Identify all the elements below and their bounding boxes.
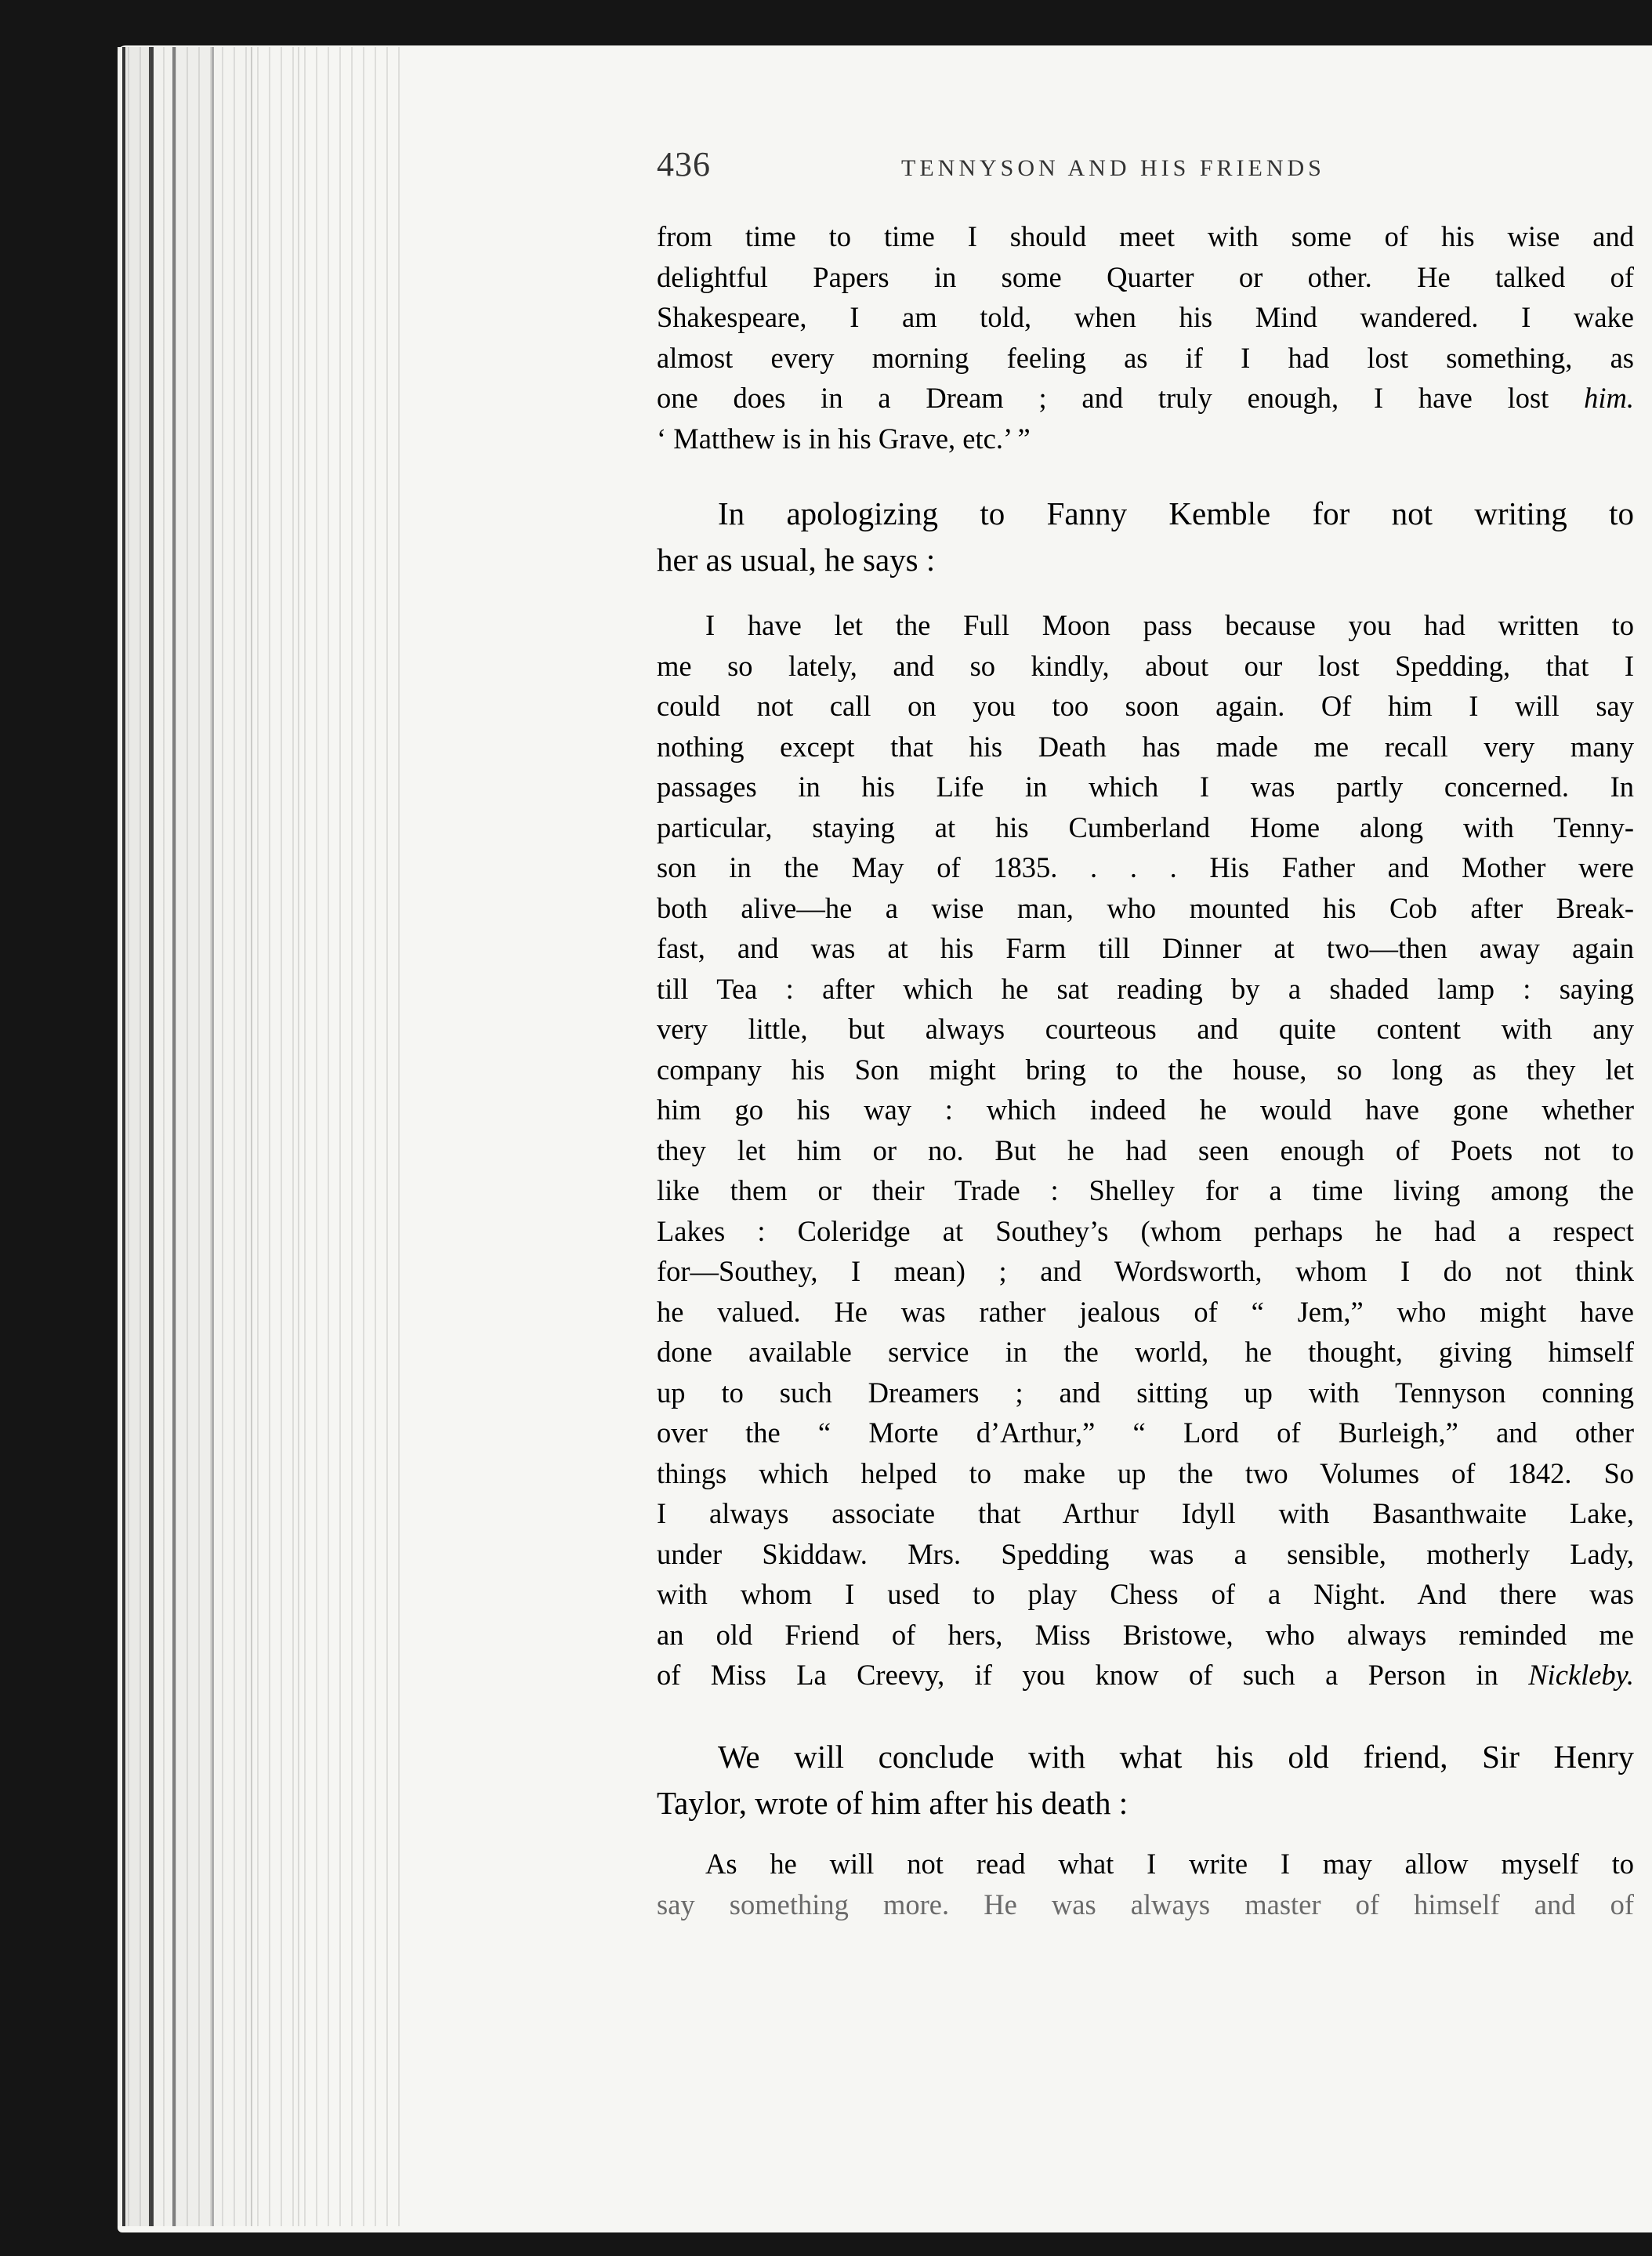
text-line: her as usual, he says : bbox=[657, 542, 936, 578]
text-line: ‘ Matthew is in his Grave, etc.’ ” bbox=[657, 422, 1031, 455]
text-line: We will conclude with what his old friend, Sir Henry bbox=[718, 1739, 1634, 1775]
text-line: me so lately, and so kindly, about our lost Spedding, that I bbox=[657, 649, 1634, 682]
text-line: passages in his Life in which I was partly concerned. In bbox=[657, 771, 1634, 803]
emphasis-word: Nickleby. bbox=[1528, 1659, 1634, 1691]
text-line: him go his way : which indeed he would have gone whether bbox=[657, 1094, 1634, 1126]
quote-block-1 bbox=[657, 216, 1634, 459]
text-line: As he will not read what I write I may allow myself to bbox=[705, 1848, 1634, 1880]
text-line: with whom I used to play Chess of a Night. And there was bbox=[657, 1578, 1634, 1610]
text-line: they let him or no. But he had seen enough of Poets not to bbox=[657, 1133, 1634, 1166]
quote-block-3 bbox=[657, 1844, 1634, 1924]
text-line: almost every morning feeling as if I had lost something, as bbox=[657, 341, 1634, 374]
paragraph-1 bbox=[657, 491, 1634, 583]
running-title: TENNYSON AND HIS FRIENDS bbox=[901, 155, 1325, 181]
text-line: up to such Dreamers ; and sitting up with Tennyson conning bbox=[657, 1376, 1634, 1409]
text-line: delightful Papers in some Quarter or other. He talked of bbox=[657, 260, 1634, 293]
text-line: an old Friend of hers, Miss Bristowe, who always reminded me bbox=[657, 1618, 1634, 1651]
text-line: particular, staying at his Cumberland Home along with Tenny- bbox=[657, 811, 1634, 843]
text-line: Shakespeare, I am told, when his Mind wandered. I wake bbox=[657, 301, 1634, 333]
text-line: very little, but always courteous and quite content with any bbox=[657, 1013, 1634, 1045]
text-line: under Skiddaw. Mrs. Spedding was a sensible, motherly Lady, bbox=[657, 1537, 1634, 1570]
text-line: nothing except that his Death has made me recall very many bbox=[657, 730, 1634, 763]
paragraph-2 bbox=[657, 1734, 1634, 1826]
emphasis-word: him. bbox=[1584, 382, 1634, 414]
text-line: Taylor, wrote of him after his death : bbox=[657, 1785, 1129, 1821]
quote-block-2 bbox=[657, 605, 1634, 1696]
text-line: over the “ Morte d’Arthur,” “ Lord of Burleigh,” and other bbox=[657, 1416, 1634, 1449]
text-line: Lakes : Coleridge at Southey’s (whom perhaps he had a respect bbox=[657, 1214, 1634, 1247]
text-line: fast, and was at his Farm till Dinner at two—then away again bbox=[657, 932, 1634, 964]
text-line: like them or their Trade : Shelley for a time living among the bbox=[657, 1174, 1634, 1206]
text-line: In apologizing to Fanny Kemble for not writing to bbox=[718, 495, 1634, 531]
text-line: one does in a Dream ; and truly enough, I have lost him. bbox=[657, 382, 1634, 414]
running-head bbox=[657, 144, 1634, 191]
text-line: he valued. He was rather jealous of “ Jem,” who might have bbox=[657, 1295, 1634, 1328]
text-line: for—Southey, I mean) ; and Wordsworth, whom I do not think bbox=[657, 1255, 1634, 1287]
text-line: son in the May of 1835. . . . His Father and Mother were bbox=[657, 851, 1634, 883]
text-line: till Tea : after which he sat reading by a shaded lamp : saying bbox=[657, 972, 1634, 1005]
text-line: say something more. He was always master of himself and of bbox=[657, 1888, 1634, 1921]
text-line: done available service in the world, he thought, giving himself bbox=[657, 1336, 1634, 1368]
text-line: I have let the Full Moon pass because you had written to bbox=[705, 609, 1634, 641]
text-line: of Miss La Creevy, if you know of such a Person in Nickleby. bbox=[657, 1659, 1634, 1691]
page-fore-edge bbox=[118, 47, 400, 2226]
page-number: 436 bbox=[657, 145, 711, 183]
text-line: I always associate that Arthur Idyll with Basanthwaite Lake, bbox=[657, 1497, 1634, 1529]
text-line: company his Son might bring to the house, so long as they let bbox=[657, 1053, 1634, 1086]
text-line: things which helped to make up the two Volumes of 1842. So bbox=[657, 1456, 1634, 1489]
text-line: both alive—he a wise man, who mounted his Cob after Break- bbox=[657, 891, 1634, 924]
text-line: from time to time I should meet with some of his wise and bbox=[657, 220, 1634, 252]
text-line: could not call on you too soon again. Of him I will say bbox=[657, 690, 1634, 722]
